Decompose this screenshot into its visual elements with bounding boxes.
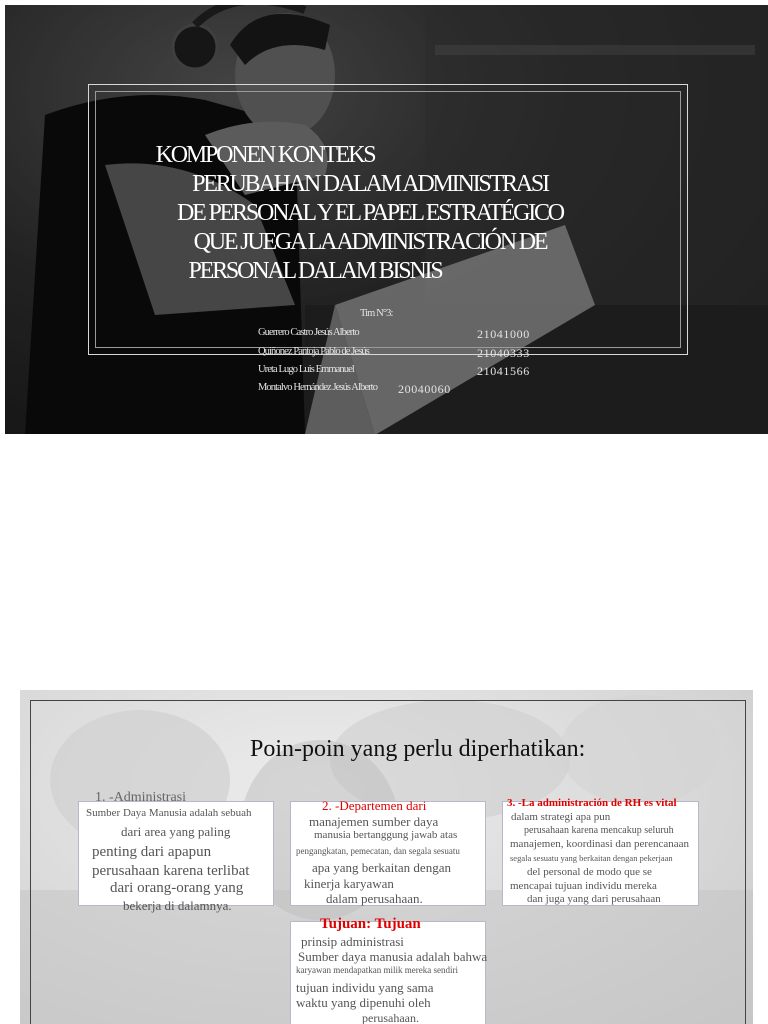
member-name-2: Quiñonez Pantoja Pablo de Jesús (258, 346, 369, 357)
point-4-line-1: prinsip administrasi (301, 934, 404, 949)
point-1-line-4: perusahaan karena terlibat (92, 863, 250, 879)
point-1-line-6: bekerja di dalamnya. (123, 898, 232, 913)
point-3-line-7: dan juga yang dari perusahaan (527, 893, 661, 905)
point-2-line-6: dalam perusahaan. (326, 891, 423, 906)
point-3-line-2: perusahaan karena mencakup seluruh (524, 825, 674, 836)
member-id-2: 21040333 (477, 346, 530, 360)
member-id-1: 21041000 (477, 327, 530, 341)
point-4-line-5: waktu yang dipenuhi oleh (296, 995, 431, 1010)
point-4-line-6: perusahaan. (362, 1011, 419, 1024)
title-line-5: PERSONAL DALAM BISNIS (188, 258, 442, 284)
member-name-1: Guerrero Castro Jesús Alberto (258, 327, 359, 338)
member-id-4: 20040060 (398, 382, 451, 396)
point-1-line-2: dari area yang paling (121, 824, 231, 839)
content-slide (20, 690, 753, 1024)
point-2-line-4: apa yang berkaitan dengan (312, 860, 451, 875)
title-line-4: QUE JUEGA LA ADMINISTRACIÓN DE (193, 229, 547, 255)
point-3-line-1: dalam strategi apa pun (511, 811, 611, 823)
title-line-2: PERUBAHAN DALAM ADMINISTRASI (192, 171, 548, 197)
point-3-line-6: mencapai tujuan individu mereka (510, 880, 657, 892)
team-label: Tim N°3: (360, 308, 393, 319)
point-4-line-4: tujuan individu yang sama (296, 980, 434, 995)
point-4-line-2: Sumber daya manusia adalah bahwa (298, 949, 488, 964)
point-2-line-5: kinerja karyawan (304, 876, 394, 891)
point-title-1: 1. -Administrasi (95, 790, 186, 805)
point-4-line-3: karyawan mendapatkan milik mereka sendiri (296, 965, 458, 975)
member-name-3: Ureta Lugo Luis Emmanuel (258, 364, 354, 375)
point-3-line-4: segala sesuatu yang berkaitan dengan pekerjaan (510, 853, 673, 863)
point-title-3: 3. -La administración de RH es vital (507, 797, 677, 809)
point-1-line-1: Sumber Daya Manusia adalah sebuah (86, 807, 252, 819)
member-id-3: 21041566 (477, 364, 530, 378)
point-3-line-3: manajemen, koordinasi dan perencanaan (510, 838, 689, 850)
point-2-line-1: manajemen sumber daya (309, 814, 439, 829)
title-line-1: KOMPONEN KONTEKS (155, 142, 375, 168)
point-title-4: Tujuan: Tujuan (320, 916, 421, 932)
point-2-line-3: pengangkatan, pemecatan, dan segala sesuatu (296, 846, 460, 856)
point-1-line-3: penting dari apapun (92, 844, 212, 860)
point-1-line-5: dari orang-orang yang (110, 880, 244, 896)
point-title-2: 2. -Departemen dari (322, 798, 427, 813)
slide-heading: Poin-poin yang perlu diperhatikan: (250, 736, 586, 762)
point-2-line-2: manusia bertanggung jawab atas (314, 829, 458, 841)
point-3-line-5: del personal de modo que se (527, 866, 652, 878)
title-slide (5, 5, 768, 434)
title-line-3: DE PERSONAL Y EL PAPEL ESTRATÉGICO (177, 200, 563, 226)
member-name-4: Montalvo Hernández Jesús Alberto (258, 382, 378, 393)
